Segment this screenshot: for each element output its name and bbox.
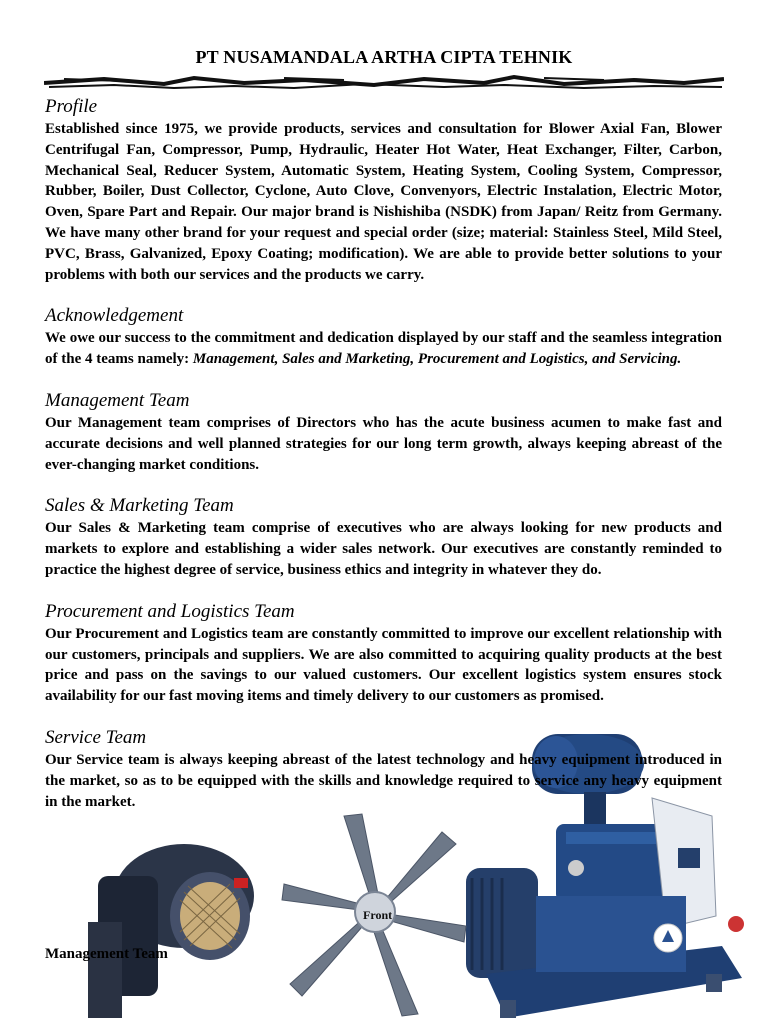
procurement-body: Our Procurement and Logistics team are constantly committed to improve our excellent relationship with our customers, principals and suppliers. We are also committed to acquiring quality products at the best price and pass on the savings to our valued customers. Our excellent logistics system ensures stock availability for our fast moving items and timely delivery to our customers as promised. xyxy=(45,625,722,705)
acknowledgement-body-lead: We owe our success to the commitment and dedication displayed by our staff and the seamless integration of the 4 teams namely: xyxy=(45,330,722,368)
profile-heading: Profile xyxy=(45,96,98,117)
sales-section xyxy=(45,494,722,580)
procurement-heading: Procurement and Logistics Team xyxy=(45,600,295,622)
acknowledgement-body xyxy=(45,328,722,370)
centrifugal-blower-image xyxy=(84,836,264,1024)
acknowledgement-heading: Acknowledgement xyxy=(45,305,184,327)
service-heading: Service Team xyxy=(45,726,147,748)
management-body: Our Management team comprises of Directors who has the acute business acumen to make fast and accurate decisions and well planned strategies for our long term growth, always keeping abreast of the ever-changing market conditions. xyxy=(45,414,722,473)
axial-fan-impeller-image xyxy=(280,808,470,1018)
acknowledgement-section xyxy=(45,304,722,370)
procurement-section xyxy=(45,600,722,707)
sales-heading: Sales & Marketing Team xyxy=(45,495,234,517)
sales-body: Our Sales & Marketing team comprise of executives who are always looking for new products and markets to explore and establishing a wider sales network. Our executives are constantly reminded to practice the highest degree of service, business ethics and integrity in whatever they do. xyxy=(45,520,722,578)
service-body: Our Service team is always keeping abreast of the latest technology and heavy equipment introduced in the market, so as to be equipped with the skills and knowledge required to service any heavy equipment in the market. xyxy=(45,751,722,810)
profile-body: Established since 1975, we provide products, services and consultation for Blower Axial Fan, Blower Centrifugal Fan, Compressor, Pump, Hydraulic, Heater Hot Water, Heat Exchanger, Filter, Carbon, Mechanical Seal, Reducer System, Automatic System, Heating System, Cooling System, Compressor, Rubber, Boiler, Dust Collector, Cyclone, Auto Clove, Convenyors, Electric Instalation, Electric Motor, Oven, Spare Part and Repair. Our major brand is Nishishiba (NSDK) from Japan/ Reitz from Germany. We have many other brand for your request and special order (size; material: Stainless Steel, Mild Steel, PVC, Brass, Galvanized, Epoxy Coating; modification). We are able to provide better solutions to your problems with both our services and the products we carry. xyxy=(45,121,722,283)
fan-hub-label: Front xyxy=(363,908,393,922)
management-heading: Management Team xyxy=(45,389,190,411)
footer-management-label: Management Team xyxy=(45,946,168,962)
service-section xyxy=(45,726,722,812)
document-body xyxy=(45,95,722,812)
decorative-title-rule xyxy=(44,74,724,92)
management-section xyxy=(45,389,722,475)
profile-section xyxy=(45,95,722,285)
page-title: PT NUSAMANDALA ARTHA CIPTA TEHNIK xyxy=(195,47,573,67)
acknowledgement-team-names: Management, Sales and Marketing, Procurement and Logistics, and Servicing. xyxy=(192,351,682,368)
